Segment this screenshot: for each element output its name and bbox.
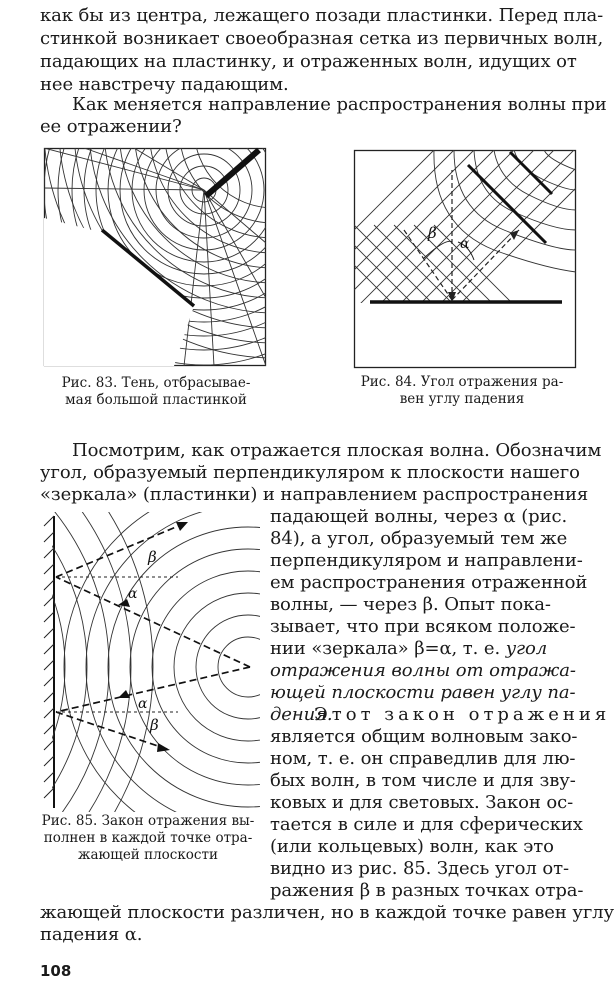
text-line: ющей плоскости равен углу па- <box>270 682 576 703</box>
text-line: стинкой возникает своеобразная сетка из первичных волн, <box>40 28 604 49</box>
text-line: бых волн, в том числе и для зву- <box>270 770 576 791</box>
text-line: отражения волны от отража- <box>270 660 576 681</box>
text-line: нии «зеркала» β=α, т. е. угол <box>270 638 548 659</box>
figure-85 <box>38 512 260 812</box>
beta-label: β <box>148 548 157 566</box>
text-line: видно из рис. 85. Здесь угол от- <box>270 858 569 879</box>
text-line: «зеркала» (пластинки) и направлением распространения <box>40 484 589 505</box>
text-line: (или кольцевых) волн, как это <box>270 836 554 857</box>
text-line: падающей волны, через α (рис. <box>270 506 568 527</box>
text-line: зывает, что при всяком положе- <box>270 616 576 637</box>
figure-84-caption: вен углу падения <box>399 391 525 407</box>
text-line: перпендикуляром и направлени- <box>270 550 583 571</box>
text-line: падающих на пластинку, и отраженных волн, идущих от <box>40 51 577 72</box>
figure-83 <box>44 148 266 366</box>
text-line: дения. <box>270 704 333 725</box>
text-line: как бы из центра, лежащего позади пластинки. Перед пла- <box>40 5 604 26</box>
text-line: ковых и для световых. Закон ос- <box>270 792 574 813</box>
text-line: волны, — через β. Опыт пока- <box>270 594 551 615</box>
text-line: ном, т. е. он справедлив для лю- <box>270 748 576 769</box>
text-line: является общим волновым зако- <box>270 726 578 747</box>
beta-label: β <box>150 716 159 734</box>
text-line: тается в силе и для сферических <box>270 814 583 835</box>
figure-85-caption: жающей плоскости <box>78 847 218 863</box>
question-line: Как меняется направление распространения волны при <box>72 94 607 115</box>
text-line: угол, образуемый перпендикуляром к плоскости нашего <box>40 462 580 483</box>
figure-84 <box>354 150 576 368</box>
text-line: 84), а угол, образуемый тем же <box>270 528 568 549</box>
alpha-label: α <box>128 586 138 602</box>
alpha-label: α <box>138 696 148 712</box>
figure-85-caption: полнен в каждой точке отра- <box>43 830 253 846</box>
text-line: Посмотрим, как отражается плоская волна. Обозначим <box>72 440 602 461</box>
text-line: падения α. <box>40 924 143 945</box>
figure-83-caption: Рис. 83. Тень, отбрасывае- <box>61 375 251 391</box>
figure-85-caption: Рис. 85. Закон отражения вы- <box>41 813 255 829</box>
figure-83-caption: мая большой пластинкой <box>65 392 247 408</box>
question-line: ее отражении? <box>40 116 182 137</box>
figure-84-caption: Рис. 84. Угол отражения ра- <box>360 374 564 390</box>
alpha-label: α <box>460 236 470 252</box>
text-line: ражения β в разных точках отра- <box>270 880 584 901</box>
beta-label: β <box>428 224 437 242</box>
text-line: жающей плоскости различен, но в каждой точке равен углу <box>40 902 614 923</box>
text-line: Этот закон отражения <box>314 704 611 725</box>
text-line: ем распространения отраженной <box>270 572 588 593</box>
page-number: 108 <box>40 962 72 980</box>
text-line: нее навстречу падающим. <box>40 74 289 95</box>
